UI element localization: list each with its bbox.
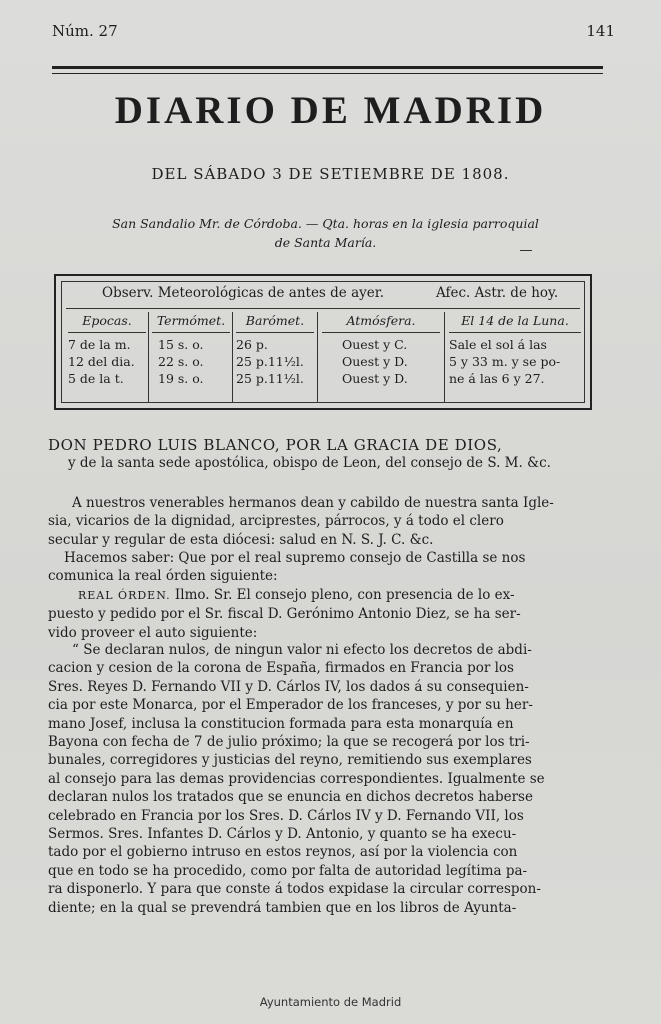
table-cell: Ouest y D. <box>342 354 408 369</box>
top-rule-thin <box>52 73 603 74</box>
ornament-dash <box>520 250 532 251</box>
column-header: Termómet. <box>156 313 226 328</box>
text-line: mano Josef, inclusa la constitucion formada para esta monarquía en <box>48 715 514 732</box>
text-line: secular y regular de esta diócesi: salud en N. S. J. C. &c. <box>48 531 434 548</box>
saints-line: San Sandalio Mr. de Córdoba. — Qta. horas en la iglesia parroquial <box>112 216 539 231</box>
text-line: Bayona con fecha de 7 de julio próximo; la que se recogerá por los tri- <box>48 734 530 751</box>
heading-line: y de la santa sede apostólica, obispo de Leon, del consejo de S. M. &c. <box>68 455 551 472</box>
column-divider <box>444 312 445 402</box>
column-header: Epocas. <box>82 313 132 328</box>
column-epocas <box>68 313 146 387</box>
column-termometro <box>152 313 230 387</box>
column-header: El 14 de la Luna. <box>461 313 569 328</box>
column-divider <box>317 312 318 402</box>
column-divider <box>232 312 233 402</box>
article-heading <box>48 436 600 473</box>
table-cell: 19 s. o. <box>158 371 204 386</box>
text-line: “ Se declaran nulos, de ningun valor ni efecto los decretos de abdi- <box>72 642 532 658</box>
text-line: sia, vicarios de la dignidad, arciprestes, párrocos, y á todo el clero <box>48 513 504 530</box>
text-line: cia por este Monarca, por el Emperador de los franceses, y por su her- <box>48 697 533 714</box>
text-line: diente; en la qual se prevendrá tambien que en los libros de Ayunta- <box>48 899 517 916</box>
table-cell: 12 del dia. <box>68 354 135 369</box>
weather-header-rule <box>66 308 580 309</box>
column-astro <box>449 313 581 387</box>
paragraph-announcement <box>48 549 600 586</box>
table-cell: 26 p. <box>236 337 268 352</box>
text-line: bunales, corregidores y justicias del reyno, remitiendo sus exemplares <box>48 752 532 769</box>
astro-line: Sale el sol á las <box>449 337 547 352</box>
astro-line: 5 y 33 m. y se po- <box>449 354 561 369</box>
top-rule-thick <box>52 66 603 69</box>
text-line: A nuestros venerables hermanos dean y cabildo de nuestra santa Igle- <box>72 495 554 511</box>
column-atmosfera <box>322 313 440 387</box>
table-cell: Ouest y D. <box>342 371 408 386</box>
column-header: Atmósfera. <box>346 313 416 328</box>
text-line: ra disponerlo. Y para que conste á todos expidase la circular correspon- <box>48 881 541 898</box>
saints-of-the-day <box>70 214 581 252</box>
table-cell: 7 de la m. <box>68 337 131 352</box>
astro-title: Afec. Astr. de hoy. <box>436 285 559 301</box>
weather-title: Observ. Meteorológicas de antes de ayer. <box>102 285 385 301</box>
text-line: vido proveer el auto siguiente: <box>48 624 258 641</box>
text-line: puesto y pedido por el Sr. fiscal D. Gerónimo Antonio Diez, se ha ser- <box>48 606 521 623</box>
issue-date: DEL SÁBADO 3 DE SETIEMBRE DE 1808. <box>151 165 510 183</box>
column-header: Barómet. <box>245 313 305 328</box>
text-line: al consejo para las demas providencias correspondientes. Igualmente se <box>48 770 545 787</box>
table-cell: Ouest y C. <box>342 337 408 352</box>
astro-line: ne á las 6 y 27. <box>449 371 545 386</box>
paragraph-decree <box>48 641 600 917</box>
table-cell: 5 de la t. <box>68 371 124 386</box>
text-line: comunica la real órden siguiente: <box>48 568 278 585</box>
real-orden-label: REAL ÓRDEN. <box>78 589 171 602</box>
text-line: Sres. Reyes D. Fernando VII y D. Cárlos IV, los dados á su consequien- <box>48 678 529 695</box>
text-line: declaran nulos los tratados que se enuncia en dichos decretos haberse <box>48 789 533 806</box>
text-line: Hacemos saber: Que por el real supremo consejo de Castilla se nos <box>64 550 526 566</box>
text-line: celebrado en Francia por los Sres. D. Cárlos IV y D. Fernando VII, los <box>48 807 524 824</box>
issue-number: Núm. 27 <box>52 22 118 40</box>
text-line: Sermos. Sres. Infantes D. Cárlos y D. Antonio, y quanto se ha execu- <box>48 826 517 843</box>
heading-line: DON PEDRO LUIS BLANCO, POR LA GRACIA DE DIOS, <box>48 436 503 454</box>
paragraph-greeting <box>48 494 600 549</box>
column-barometro <box>236 313 314 387</box>
paragraph-real-orden <box>48 586 600 642</box>
weather-table <box>54 274 592 410</box>
text-line: cacion y cesion de la corona de España, firmados en Francia por los <box>48 660 514 677</box>
table-cell: 22 s. o. <box>158 354 204 369</box>
masthead-title: DIARIO DE MADRID <box>114 89 547 132</box>
table-cell: 25 p.11½l. <box>236 354 304 369</box>
archive-credit: Ayuntamiento de Madrid <box>259 995 402 1009</box>
saints-line: de Santa María. <box>274 235 377 250</box>
table-cell: 25 p.11½l. <box>236 371 304 386</box>
column-divider <box>148 312 149 402</box>
text-line: Ilmo. Sr. El consejo pleno, con presencia de lo ex- <box>174 587 515 603</box>
table-cell: 15 s. o. <box>158 337 204 352</box>
text-line: que en todo se ha procedido, como por falta de autoridad legítima pa- <box>48 862 528 879</box>
text-line: tado por el gobierno intruso en estos reynos, así por la violencia con <box>48 844 518 861</box>
page-number: 141 <box>586 22 615 40</box>
